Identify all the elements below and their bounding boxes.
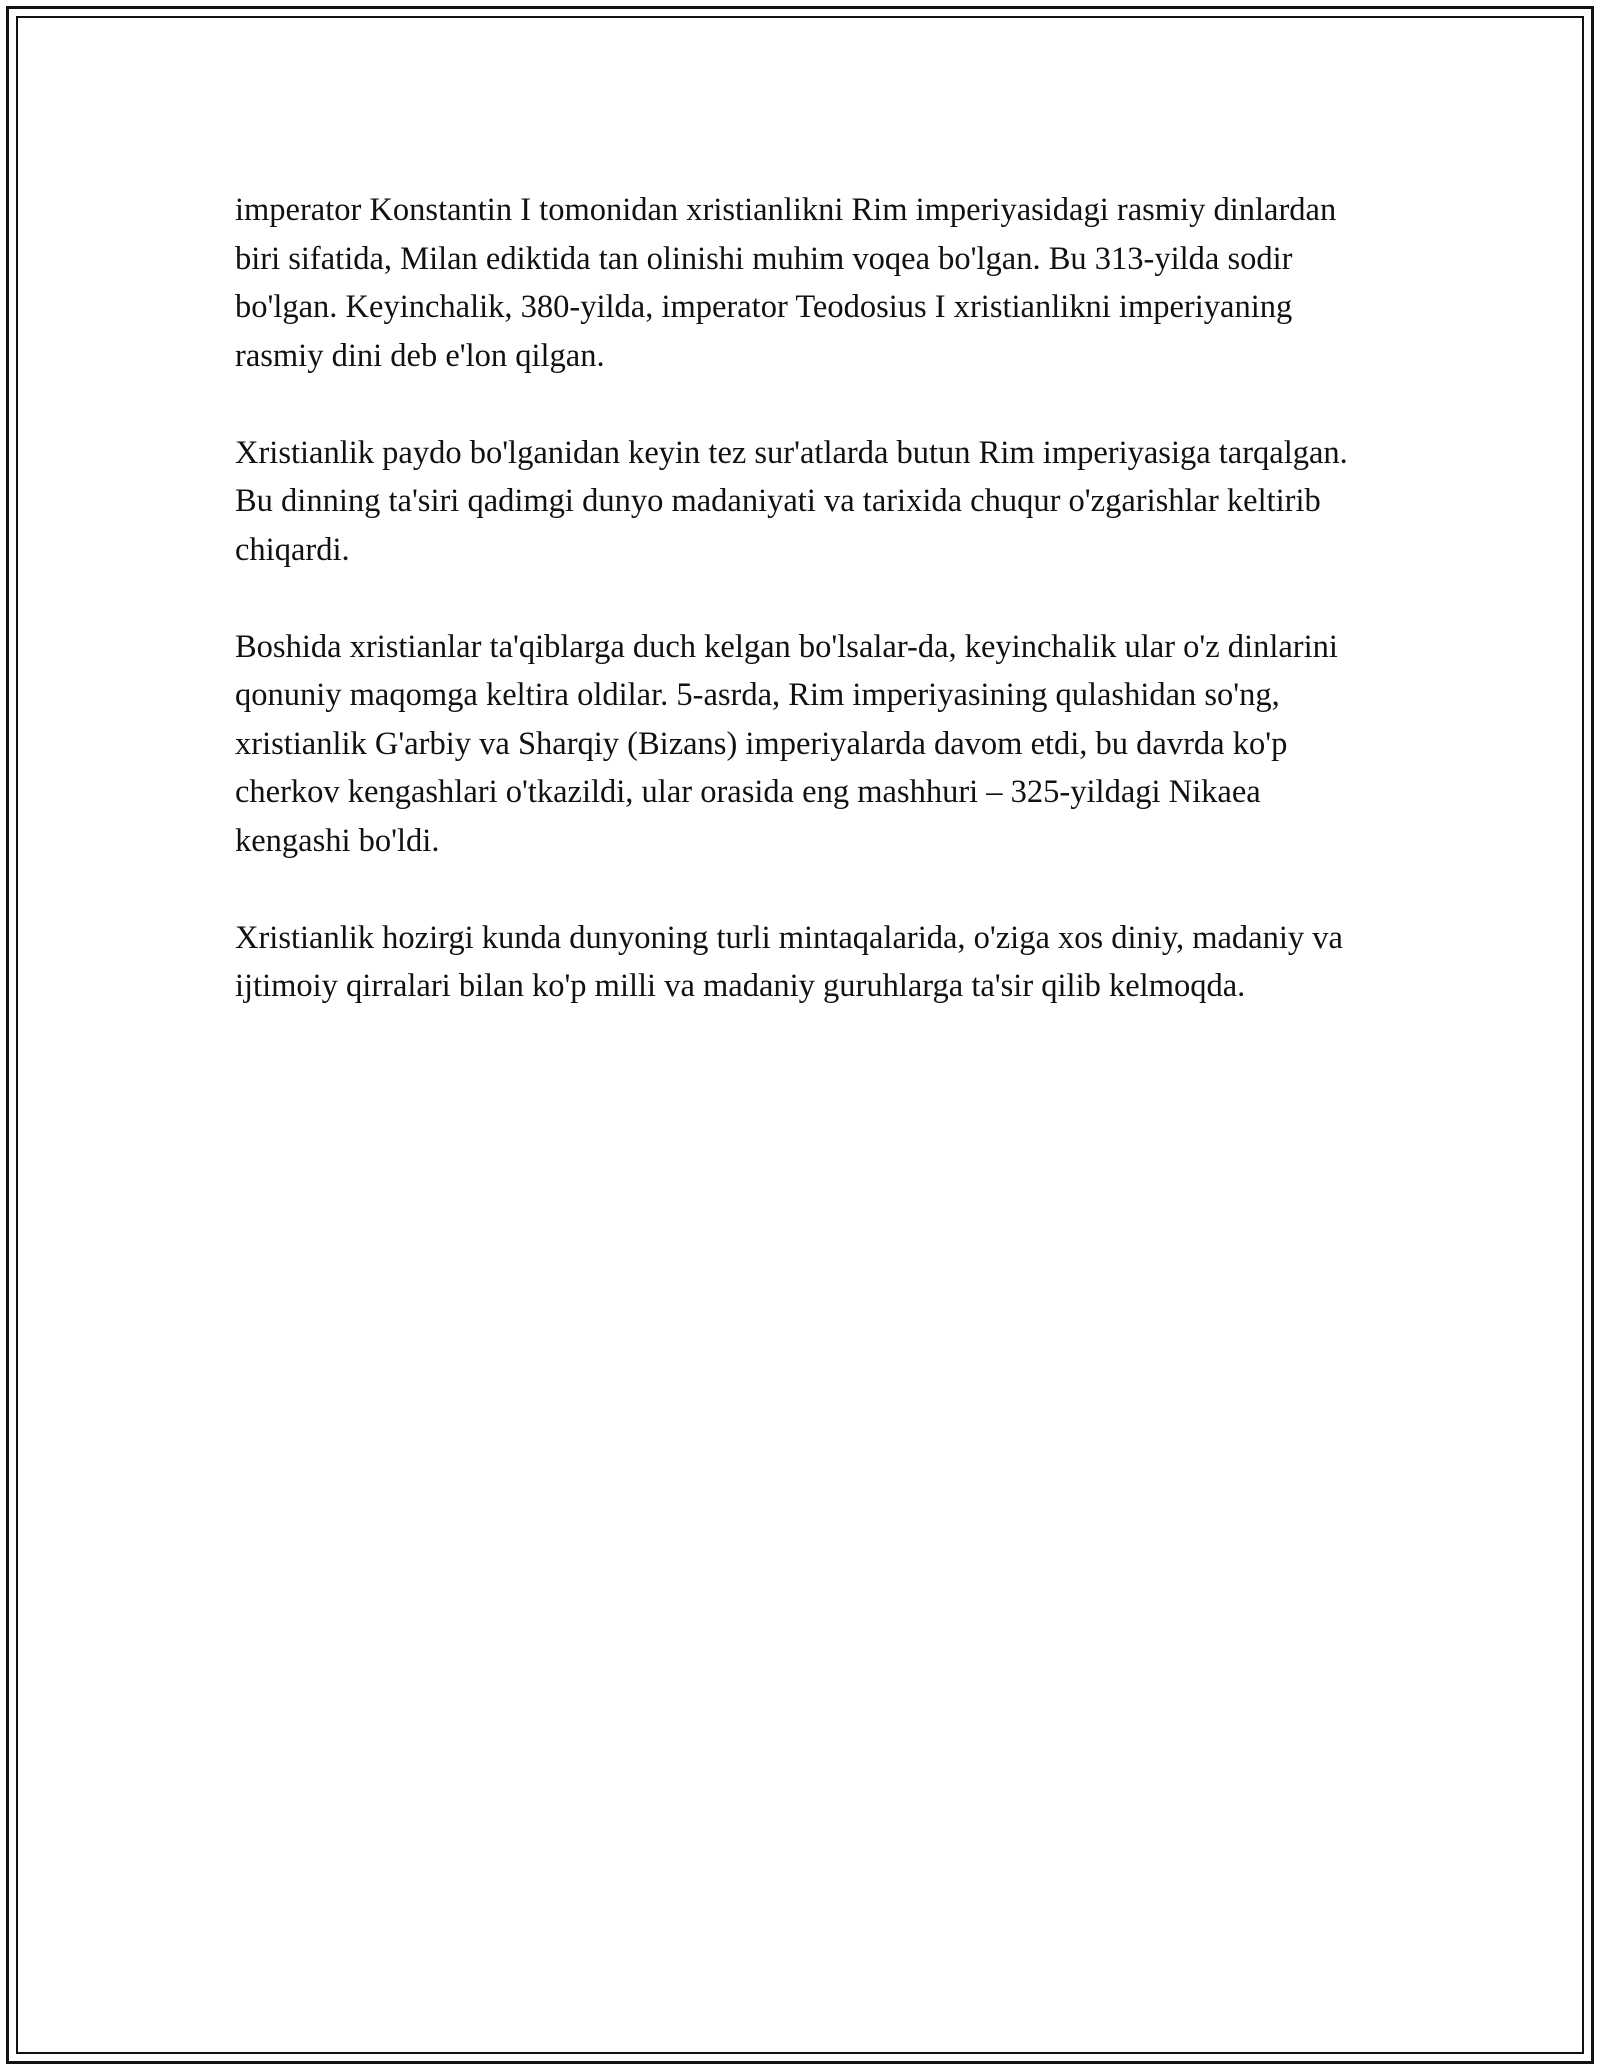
paragraph-2: Xristianlik paydo bo'lganidan keyin tez sur'atlarda butun Rim imperiyasiga tarqalgan. Bu dinning ta'siri qadimgi dunyo madaniyati va tarixida chuqur o'zgarishlar keltirib chiqardi. bbox=[235, 434, 1348, 568]
paragraph-4: Xristianlik hozirgi kunda dunyoning turli mintaqalarida, o'ziga xos diniy, madaniy va ijtimoiy qirralari bilan ko'p milli va madaniy guruhlarga ta'sir qilib kelmoqda. bbox=[235, 919, 1343, 1004]
paragraph-1: imperator Konstantin I tomonidan xristianlikni Rim imperiyasidagi rasmiy dinlardan biri sifatida, Milan ediktida tan olinishi muhim voqea bo'lgan. Bu 313-yilda sodir bo'lgan. Keyinchalik, 380-yilda, imperator Teodosius I xristianlikni imperiyaning rasmiy dini deb e'lon qilgan. bbox=[235, 192, 1337, 374]
paragraph-3: Boshida xristianlar ta'qiblarga duch kelgan bo'lsalar-da, keyinchalik ular o'z dinlarini qonuniy maqomga keltira oldilar. 5-asrda, Rim imperiyasining qulashidan so'ng, xristianlik G'arbiy va Sharqiy (Bizans) imperiyalarda davom etdi, bu davrda ko'p cherkov kengashlari o'tkazildi, ular orasida eng mashhuri – 325-yildagi Nikaea kengashi bo'ldi. bbox=[235, 628, 1338, 859]
document-body bbox=[235, 186, 1375, 1059]
